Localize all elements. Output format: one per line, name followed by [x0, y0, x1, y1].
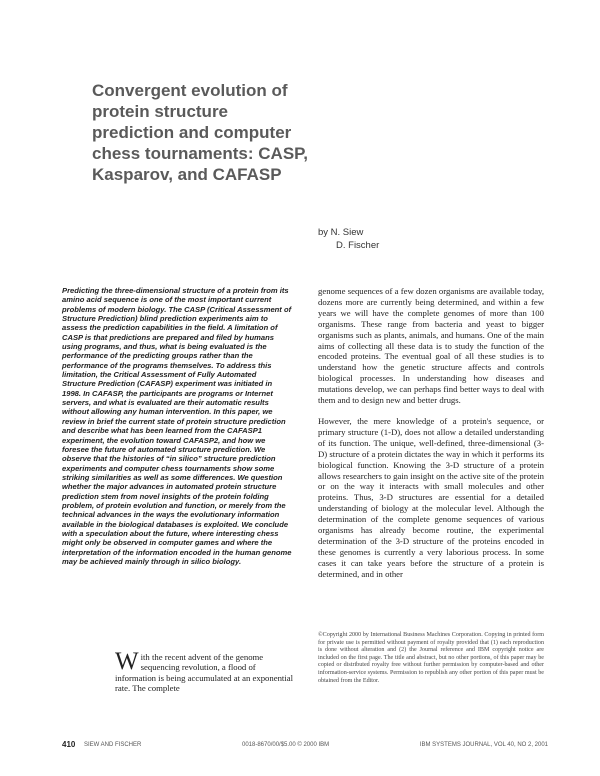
body-paragraph-2: However, the mere knowledge of a protein's sequence, or primary structure (1-D), does not allow a detailed understanding of its function. The unique, well-defined, three-dimensional (3-D) structure of a protein dictates the way in which it performs its biological function. Knowing the 3-D structure of a protein allows researchers to gain insight on the active site of the protein or on the way it interacts with small molecules and other proteins. Thus, 3-D structures are essential for a detailed understanding of biology at the molecular level. Although the determination of the complete genome sequences of various organisms has already become routine, the experimental determination of the 3-D structure of the proteins encoded in these genomes is currently a very laborious process. In some cases it can take years before the structure of a protein is determined, and in other [318, 415, 544, 579]
journal-info: IBM SYSTEMS JOURNAL, VOL 40, NO 2, 2001 [419, 742, 548, 748]
body-paragraph-1: genome sequences of a few dozen organisms are available today, dozens more are currently being determined, and within a few years we will have the complete genomes of more than 100 organisms. These range from bacteria and yeast to bigger organisms such as plants, animals, and humans. One of the main aims of collecting all these data is to study the function of the encoded proteins. The eventual goal of all these studies is to understand how the genetic structure affects and controls biological processes. In understanding how diseases and mutations develop, we can perhaps find better ways to deal with them and to design new and better drugs. [318, 286, 544, 406]
intro-text: ith the recent advent of the genome sequencing revolution, a flood of information is being accumulated at an exponential rate. The complete [115, 652, 294, 694]
page-number: 410 [62, 740, 76, 749]
copyright-notice: ©Copyright 2000 by International Business Machines Corporation. Copying in printed form for private use is permitted without payment of royalty provided that (1) each reproduction is done without alteration and (2) the Journal reference and IBM copyright notice are included on the first page. The title and abstract, but no other portions, of this paper may be copied or distributed royalty free without further permission by computer-based and other information-service systems. Permission to republish any other portion of this paper must be obtained from the Editor. [318, 632, 544, 684]
author-byline [318, 226, 468, 252]
running-head: SIEW AND FISCHER [84, 742, 142, 748]
drop-cap: W [115, 648, 139, 675]
author-1: by N. Siew [318, 227, 364, 238]
body-column-right [318, 286, 544, 590]
article-title: Convergent evolution of protein structure prediction and computer chess tournaments: CASP, Kasparov, and CAFASP [92, 81, 309, 184]
article-code: 0018-8670/00/$5.00 © 2000 IBM [242, 742, 330, 748]
intro-paragraph [115, 648, 297, 694]
author-2: D. Fischer [336, 240, 380, 251]
abstract: Predicting the three-dimensional structure of a protein from its amino acid sequence is one of the most important current problems of modern biology. The CASP (Critical Assessment of Structure Prediction) blind prediction experiments aim to assess the prediction capabilities in the field. A limitation of CASP is that predictions are prepared and filed by humans using programs, and thus, what is being evaluated is the performance of the predicting groups rather than the performance of the programs themselves. To address this limitation, the Critical Assessment of Fully Automated Structure Prediction (CAFASP) experiment was initiated in 1998. In CAFASP, the participants are programs or Internet servers, and what is evaluated are their automatic results without allowing any human intervention. In this paper, we review in brief the current state of protein structure prediction and describe what has been learned from the CAFASP1 experiment, the evolution toward CAFASP2, and how we foresee the future of automated structure prediction. We observe that the histories of “in silico” structure prediction experiments and computer chess tournaments show some striking similarities as well as some differences. We question whether the major advances in automated protein structure prediction stem from novel insights of the protein folding problem, of protein evolution and function, or merely from the technical advances in the ways the evolutionary information available in the biological databases is exploited. We conclude with a speculation about the future, where interesting chess might only be observed in computer games and where the interpretation of the information encoded in the human genome may be achieved mainly through in silico biology. [62, 286, 292, 566]
